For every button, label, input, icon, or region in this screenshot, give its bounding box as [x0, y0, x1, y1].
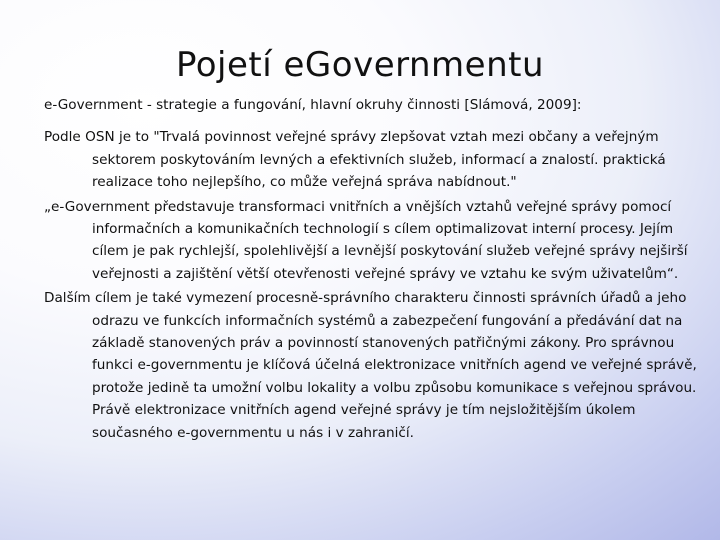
slide-title: Pojetí eGovernmentu	[175, 44, 545, 85]
further-goals-paragraph: Dalším cílem je také vymezení procesně-správního charakteru činnosti správních úřadů a jeho odrazu ve funkcích informačních systémů a zabezpečení fungování a předávání dat na základě stanovených práv a povinností stanovených patřičnými zákony. Pro správnou funkci e-governmentu je klíčová účelná elektronizace vnitřních agend ve veřejné správě, protože jedině ta umožní volbu lokality a volbu způsobu komunikace s veřejnou správou. Právě elektronizace vnitřních agend veřejné správy je tím nejsložitějším úkolem současného e-governmentu u nás i v zahraničí.	[44, 290, 697, 441]
osn-definition-paragraph: Podle OSN je to "Trvalá povinnost veřejné správy zlepšovat vztah mezi občany a veřejným sektorem poskytováním levných a efektivních služeb, informací a znalostí. praktická realizace toho nejlepšího, co může veřejná správa nabídnout."	[44, 129, 666, 191]
slide-body	[44, 94, 700, 444]
intro-paragraph: e-Government - strategie a fungování, hlavní okruhy činnosti [Slámová, 2009]:	[44, 97, 582, 113]
egovernment-definition-paragraph: „e-Government představuje transformaci vnitřních a vnějších vztahů veřejné správy pomocí informačních a komunikačních technologií s cílem optimalizovat interní procesy. Jejím cílem je pak rychlejší, spolehlivější a levnější poskytování služeb veřejné správy nejširší veřejnosti a zajištění větší otevřenosti veřejné správy ve vztahu ke svým uživatelům“.	[44, 198, 688, 282]
